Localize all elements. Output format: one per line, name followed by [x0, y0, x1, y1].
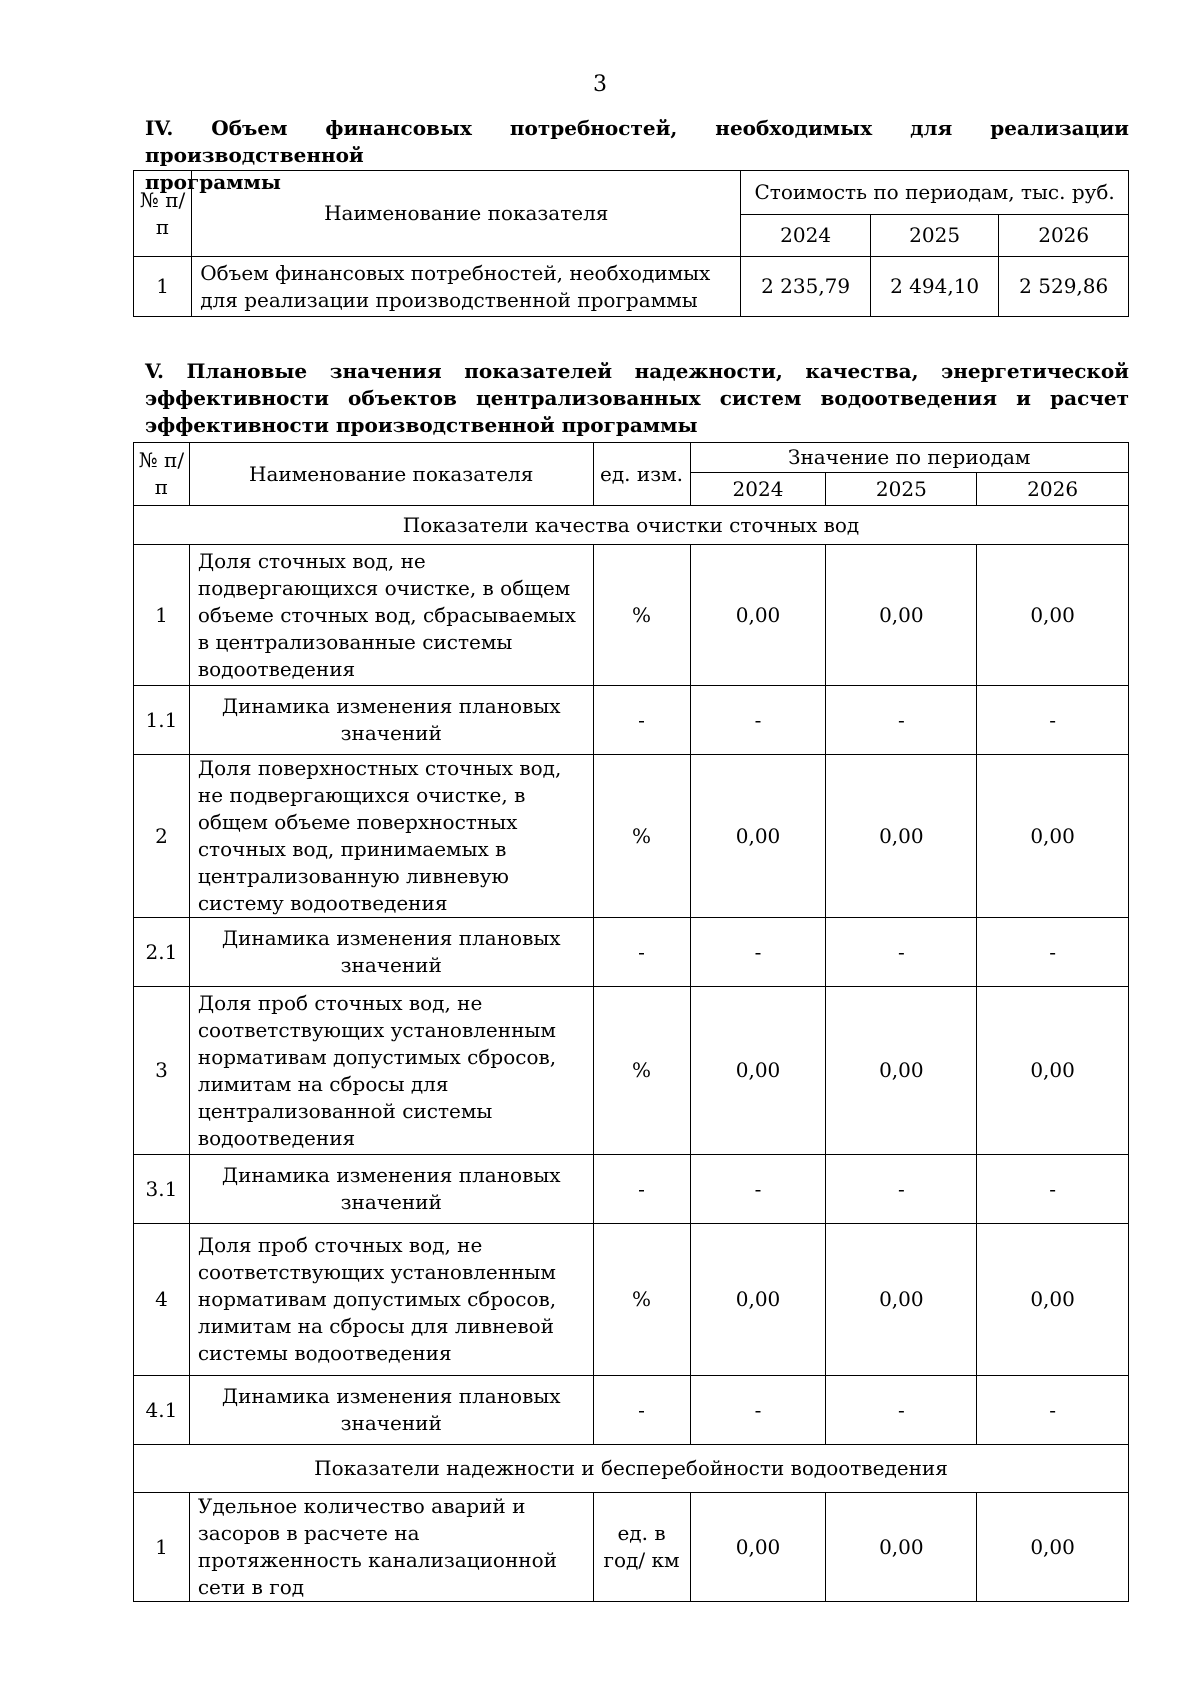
section5-title-line2: эффективности объектов централизованных систем водоотведения и расчет [145, 386, 1129, 410]
financial-needs-table [133, 170, 1129, 317]
row-value: 0,00 [826, 545, 977, 686]
row-name: Динамика изменения плановых значений [189, 1376, 593, 1445]
header-num: № п/п [134, 443, 190, 506]
row-value: 0,00 [977, 987, 1129, 1155]
row-value: 2 494,10 [870, 257, 998, 317]
row-value: - [977, 918, 1129, 987]
row-num: 1.1 [134, 686, 190, 755]
page-number: 3 [593, 72, 607, 97]
row-name: Объем финансовых потребностей, необходимых для реализации производственной программы [192, 257, 741, 317]
row-value: - [690, 686, 826, 755]
section5-title-line3: эффективности производственной программы [145, 413, 698, 437]
row-name: Динамика изменения плановых значений [189, 686, 593, 755]
row-num: 2.1 [134, 918, 190, 987]
row-value: 2 529,86 [999, 257, 1129, 317]
row-value: 0,00 [826, 755, 977, 918]
row-unit: % [593, 545, 690, 686]
section5-title-line1: V. Плановые значения показателей надежности, качества, энергетической [145, 359, 1129, 383]
row-name: Доля проб сточных вод, не соответствующих установленным нормативам допустимых сбросов, лимитам на сбросы для ливневой системы водоотведения [189, 1224, 593, 1376]
row-value: - [690, 1155, 826, 1224]
header-unit: ед. изм. [593, 443, 690, 506]
header-year: 2026 [977, 473, 1129, 506]
row-num: 3.1 [134, 1155, 190, 1224]
row-value: 0,00 [826, 1224, 977, 1376]
row-value: - [826, 686, 977, 755]
header-periods: Значение по периодам [690, 443, 1128, 473]
header-num: № п/п [134, 171, 192, 257]
header-cost: Стоимость по периодам, тыс. руб. [741, 171, 1129, 215]
row-num: 2 [134, 755, 190, 918]
row-value: 0,00 [826, 987, 977, 1155]
row-value: - [826, 918, 977, 987]
row-value: - [690, 1376, 826, 1445]
row-name: Доля поверхностных сточных вод, не подвергающихся очистке, в общем объеме поверхностных сточных вод, принимаемых в централизованную ливневую систему водоотведения [189, 755, 593, 918]
row-name: Доля сточных вод, не подвергающихся очистке, в общем объеме сточных вод, сбрасываемых в централизованные системы водоотведения [189, 545, 593, 686]
row-name: Динамика изменения плановых значений [189, 1155, 593, 1224]
row-unit: - [593, 1376, 690, 1445]
section4-title-line2: программы [145, 170, 281, 194]
row-num: 4.1 [134, 1376, 190, 1445]
row-name: Динамика изменения плановых значений [189, 918, 593, 987]
row-value: - [977, 1155, 1129, 1224]
row-num: 1 [134, 257, 192, 317]
row-unit: - [593, 686, 690, 755]
row-unit: - [593, 1155, 690, 1224]
row-value: 0,00 [690, 1224, 826, 1376]
row-unit: % [593, 1224, 690, 1376]
row-value: 0,00 [977, 1493, 1129, 1602]
row-value: - [977, 1376, 1129, 1445]
header-name: Наименование показателя [189, 443, 593, 506]
section4-title-line1: IV. Объем финансовых потребностей, необходимых для реализации производственной [145, 116, 1129, 167]
row-num: 4 [134, 1224, 190, 1376]
row-value: 0,00 [977, 1224, 1129, 1376]
row-name: Доля проб сточных вод, не соответствующих установленным нормативам допустимых сбросов, лимитам на сбросы для централизованной системы водоотведения [189, 987, 593, 1155]
header-year: 2024 [690, 473, 826, 506]
header-year: 2026 [999, 215, 1129, 257]
row-num: 1 [134, 545, 190, 686]
header-year: 2025 [826, 473, 977, 506]
row-value: 0,00 [690, 755, 826, 918]
row-value: - [690, 918, 826, 987]
group-header-quality: Показатели качества очистки сточных вод [134, 506, 1129, 545]
group-header-reliability: Показатели надежности и бесперебойности водоотведения [134, 1445, 1129, 1493]
row-value: 2 235,79 [741, 257, 871, 317]
row-value: - [826, 1155, 977, 1224]
row-value: 0,00 [977, 755, 1129, 918]
row-value: 0,00 [690, 987, 826, 1155]
row-num: 3 [134, 987, 190, 1155]
row-unit: - [593, 918, 690, 987]
indicators-table [133, 442, 1129, 1602]
row-name: Удельное количество аварий и засоров в расчете на протяженность канализационной сети в год [189, 1493, 593, 1602]
header-year: 2024 [741, 215, 871, 257]
row-value: 0,00 [826, 1493, 977, 1602]
row-unit: ед. в год/ км [593, 1493, 690, 1602]
row-unit: % [593, 755, 690, 918]
section5-title [145, 358, 1129, 439]
row-unit: % [593, 987, 690, 1155]
row-value: - [826, 1376, 977, 1445]
row-value: 0,00 [690, 1493, 826, 1602]
row-value: 0,00 [977, 545, 1129, 686]
row-num: 1 [134, 1493, 190, 1602]
row-value: 0,00 [690, 545, 826, 686]
header-name: Наименование показателя [192, 171, 741, 257]
row-value: - [977, 686, 1129, 755]
header-year: 2025 [870, 215, 998, 257]
